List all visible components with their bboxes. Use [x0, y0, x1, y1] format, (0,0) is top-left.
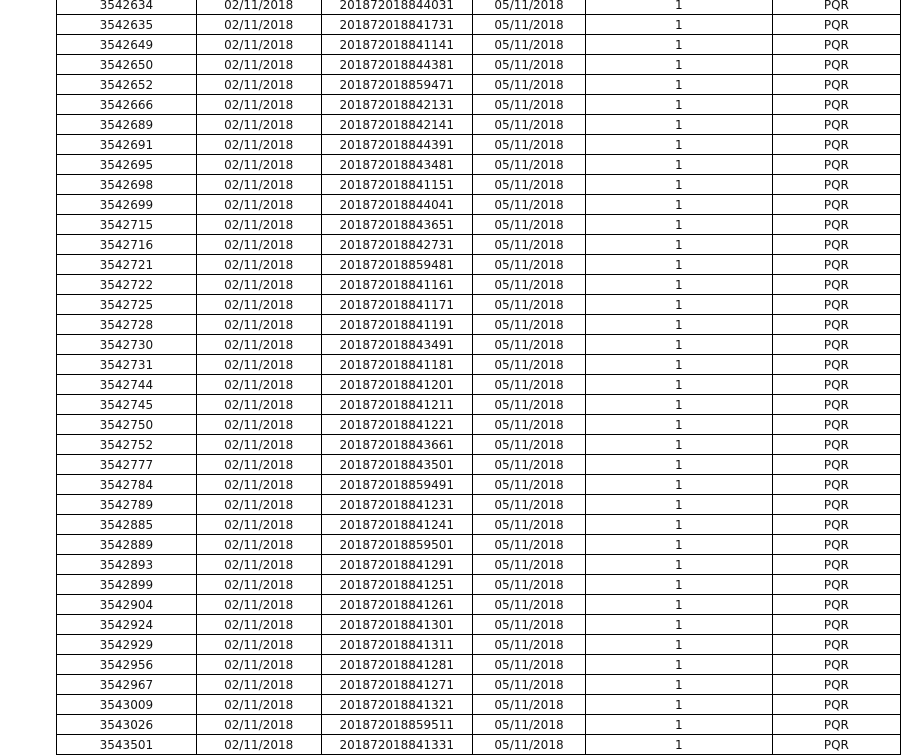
- due-date-cell: 05/11/2018: [473, 555, 586, 575]
- due-date-cell: 05/11/2018: [473, 455, 586, 475]
- record-id-cell: 3542728: [57, 315, 197, 335]
- code-cell: PQR: [772, 735, 900, 755]
- quantity-cell: 1: [585, 215, 772, 235]
- issue-date-cell: 02/11/2018: [196, 255, 321, 275]
- code-cell: PQR: [772, 355, 900, 375]
- record-id-cell: 3542699: [57, 195, 197, 215]
- due-date-cell: 05/11/2018: [473, 35, 586, 55]
- table-row: [57, 655, 901, 675]
- code-cell: PQR: [772, 535, 900, 555]
- table-row: [57, 675, 901, 695]
- due-date-cell: 05/11/2018: [473, 695, 586, 715]
- due-date-cell: 05/11/2018: [473, 735, 586, 755]
- quantity-cell: 1: [585, 15, 772, 35]
- quantity-cell: 1: [585, 75, 772, 95]
- quantity-cell: 1: [585, 0, 772, 15]
- record-id-cell: 3542652: [57, 75, 197, 95]
- record-id-cell: 3542634: [57, 0, 197, 15]
- record-id-cell: 3542715: [57, 215, 197, 235]
- code-cell: PQR: [772, 655, 900, 675]
- due-date-cell: 05/11/2018: [473, 115, 586, 135]
- table-row: [57, 595, 901, 615]
- due-date-cell: 05/11/2018: [473, 175, 586, 195]
- due-date-cell: 05/11/2018: [473, 635, 586, 655]
- code-cell: PQR: [772, 615, 900, 635]
- table-row: [57, 695, 901, 715]
- code-cell: PQR: [772, 555, 900, 575]
- code-cell: PQR: [772, 595, 900, 615]
- issue-date-cell: 02/11/2018: [196, 635, 321, 655]
- table-row: [57, 435, 901, 455]
- code-cell: PQR: [772, 295, 900, 315]
- record-id-cell: 3542691: [57, 135, 197, 155]
- issue-date-cell: 02/11/2018: [196, 515, 321, 535]
- code-cell: PQR: [772, 175, 900, 195]
- quantity-cell: 1: [585, 395, 772, 415]
- table-row: [57, 195, 901, 215]
- quantity-cell: 1: [585, 255, 772, 275]
- record-id-cell: 3542956: [57, 655, 197, 675]
- quantity-cell: 1: [585, 195, 772, 215]
- due-date-cell: 05/11/2018: [473, 295, 586, 315]
- code-cell: PQR: [772, 455, 900, 475]
- reference-number-cell: 201872018841201: [321, 375, 473, 395]
- reference-number-cell: 201872018844391: [321, 135, 473, 155]
- record-id-cell: 3542777: [57, 455, 197, 475]
- issue-date-cell: 02/11/2018: [196, 275, 321, 295]
- quantity-cell: 1: [585, 475, 772, 495]
- issue-date-cell: 02/11/2018: [196, 655, 321, 675]
- record-id-cell: 3542731: [57, 355, 197, 375]
- table-row: [57, 235, 901, 255]
- table-row: [57, 375, 901, 395]
- table-row: [57, 635, 901, 655]
- code-cell: PQR: [772, 495, 900, 515]
- reference-number-cell: 201872018841221: [321, 415, 473, 435]
- code-cell: PQR: [772, 515, 900, 535]
- record-id-cell: 3543026: [57, 715, 197, 735]
- issue-date-cell: 02/11/2018: [196, 115, 321, 135]
- quantity-cell: 1: [585, 315, 772, 335]
- table-row: [57, 295, 901, 315]
- issue-date-cell: 02/11/2018: [196, 55, 321, 75]
- quantity-cell: 1: [585, 115, 772, 135]
- reference-number-cell: 201872018844381: [321, 55, 473, 75]
- issue-date-cell: 02/11/2018: [196, 155, 321, 175]
- table-row: [57, 75, 901, 95]
- quantity-cell: 1: [585, 515, 772, 535]
- reference-number-cell: 201872018843491: [321, 335, 473, 355]
- quantity-cell: 1: [585, 295, 772, 315]
- record-id-cell: 3542695: [57, 155, 197, 175]
- record-id-cell: 3542784: [57, 475, 197, 495]
- table-row: [57, 615, 901, 635]
- reference-number-cell: 201872018841171: [321, 295, 473, 315]
- record-id-cell: 3543501: [57, 735, 197, 755]
- quantity-cell: 1: [585, 655, 772, 675]
- due-date-cell: 05/11/2018: [473, 155, 586, 175]
- issue-date-cell: 02/11/2018: [196, 15, 321, 35]
- table-row: [57, 315, 901, 335]
- table-row: [57, 255, 901, 275]
- record-id-cell: 3542752: [57, 435, 197, 455]
- table-row: [57, 575, 901, 595]
- reference-number-cell: 201872018843501: [321, 455, 473, 475]
- record-id-cell: 3542689: [57, 115, 197, 135]
- quantity-cell: 1: [585, 435, 772, 455]
- issue-date-cell: 02/11/2018: [196, 455, 321, 475]
- record-id-cell: 3542889: [57, 535, 197, 555]
- table-row: [57, 215, 901, 235]
- reference-number-cell: 201872018841141: [321, 35, 473, 55]
- due-date-cell: 05/11/2018: [473, 335, 586, 355]
- record-id-cell: 3542885: [57, 515, 197, 535]
- due-date-cell: 05/11/2018: [473, 395, 586, 415]
- reference-number-cell: 201872018841181: [321, 355, 473, 375]
- record-id-cell: 3542649: [57, 35, 197, 55]
- reference-number-cell: 201872018841731: [321, 15, 473, 35]
- record-id-cell: 3542716: [57, 235, 197, 255]
- quantity-cell: 1: [585, 535, 772, 555]
- quantity-cell: 1: [585, 235, 772, 255]
- reference-number-cell: 201872018859511: [321, 715, 473, 735]
- due-date-cell: 05/11/2018: [473, 55, 586, 75]
- record-id-cell: 3542745: [57, 395, 197, 415]
- issue-date-cell: 02/11/2018: [196, 555, 321, 575]
- quantity-cell: 1: [585, 715, 772, 735]
- record-id-cell: 3542929: [57, 635, 197, 655]
- quantity-cell: 1: [585, 615, 772, 635]
- issue-date-cell: 02/11/2018: [196, 95, 321, 115]
- issue-date-cell: 02/11/2018: [196, 75, 321, 95]
- record-id-cell: 3542899: [57, 575, 197, 595]
- quantity-cell: 1: [585, 675, 772, 695]
- issue-date-cell: 02/11/2018: [196, 715, 321, 735]
- issue-date-cell: 02/11/2018: [196, 215, 321, 235]
- due-date-cell: 05/11/2018: [473, 535, 586, 555]
- table-row: [57, 415, 901, 435]
- issue-date-cell: 02/11/2018: [196, 415, 321, 435]
- issue-date-cell: 02/11/2018: [196, 35, 321, 55]
- issue-date-cell: 02/11/2018: [196, 595, 321, 615]
- reference-number-cell: 201872018841211: [321, 395, 473, 415]
- table-row: [57, 155, 901, 175]
- code-cell: PQR: [772, 155, 900, 175]
- table-row: [57, 175, 901, 195]
- issue-date-cell: 02/11/2018: [196, 675, 321, 695]
- table-row: [57, 55, 901, 75]
- record-id-cell: 3542635: [57, 15, 197, 35]
- reference-number-cell: 201872018841291: [321, 555, 473, 575]
- code-cell: PQR: [772, 95, 900, 115]
- record-id-cell: 3542730: [57, 335, 197, 355]
- code-cell: PQR: [772, 475, 900, 495]
- quantity-cell: 1: [585, 95, 772, 115]
- quantity-cell: 1: [585, 495, 772, 515]
- due-date-cell: 05/11/2018: [473, 475, 586, 495]
- reference-number-cell: 201872018843481: [321, 155, 473, 175]
- reference-number-cell: 201872018841231: [321, 495, 473, 515]
- due-date-cell: 05/11/2018: [473, 615, 586, 635]
- code-cell: PQR: [772, 635, 900, 655]
- quantity-cell: 1: [585, 735, 772, 755]
- issue-date-cell: 02/11/2018: [196, 375, 321, 395]
- code-cell: PQR: [772, 695, 900, 715]
- record-id-cell: 3543009: [57, 695, 197, 715]
- due-date-cell: 05/11/2018: [473, 75, 586, 95]
- code-cell: PQR: [772, 235, 900, 255]
- table-row: [57, 95, 901, 115]
- due-date-cell: 05/11/2018: [473, 15, 586, 35]
- reference-number-cell: 201872018841261: [321, 595, 473, 615]
- record-id-cell: 3542722: [57, 275, 197, 295]
- due-date-cell: 05/11/2018: [473, 375, 586, 395]
- issue-date-cell: 02/11/2018: [196, 495, 321, 515]
- table-row: [57, 135, 901, 155]
- code-cell: PQR: [772, 395, 900, 415]
- reference-number-cell: 201872018841191: [321, 315, 473, 335]
- quantity-cell: 1: [585, 135, 772, 155]
- issue-date-cell: 02/11/2018: [196, 335, 321, 355]
- issue-date-cell: 02/11/2018: [196, 395, 321, 415]
- code-cell: PQR: [772, 435, 900, 455]
- quantity-cell: 1: [585, 355, 772, 375]
- quantity-cell: 1: [585, 555, 772, 575]
- record-id-cell: 3542666: [57, 95, 197, 115]
- quantity-cell: 1: [585, 575, 772, 595]
- record-id-cell: 3542924: [57, 615, 197, 635]
- code-cell: PQR: [772, 135, 900, 155]
- due-date-cell: 05/11/2018: [473, 515, 586, 535]
- table-row: [57, 735, 901, 755]
- issue-date-cell: 02/11/2018: [196, 295, 321, 315]
- due-date-cell: 05/11/2018: [473, 0, 586, 15]
- code-cell: PQR: [772, 715, 900, 735]
- code-cell: PQR: [772, 75, 900, 95]
- record-id-cell: 3542650: [57, 55, 197, 75]
- quantity-cell: 1: [585, 695, 772, 715]
- due-date-cell: 05/11/2018: [473, 215, 586, 235]
- table-row: [57, 555, 901, 575]
- code-cell: PQR: [772, 675, 900, 695]
- issue-date-cell: 02/11/2018: [196, 435, 321, 455]
- table-row: [57, 115, 901, 135]
- code-cell: PQR: [772, 375, 900, 395]
- table-row: [57, 395, 901, 415]
- due-date-cell: 05/11/2018: [473, 135, 586, 155]
- due-date-cell: 05/11/2018: [473, 435, 586, 455]
- code-cell: PQR: [772, 15, 900, 35]
- code-cell: PQR: [772, 215, 900, 235]
- record-id-cell: 3542698: [57, 175, 197, 195]
- due-date-cell: 05/11/2018: [473, 235, 586, 255]
- record-id-cell: 3542904: [57, 595, 197, 615]
- reference-number-cell: 201872018841151: [321, 175, 473, 195]
- due-date-cell: 05/11/2018: [473, 275, 586, 295]
- record-id-cell: 3542725: [57, 295, 197, 315]
- data-table: [56, 0, 901, 755]
- quantity-cell: 1: [585, 335, 772, 355]
- reference-number-cell: 201872018841251: [321, 575, 473, 595]
- quantity-cell: 1: [585, 55, 772, 75]
- reference-number-cell: 201872018841161: [321, 275, 473, 295]
- issue-date-cell: 02/11/2018: [196, 535, 321, 555]
- issue-date-cell: 02/11/2018: [196, 615, 321, 635]
- code-cell: PQR: [772, 335, 900, 355]
- table-row: [57, 0, 901, 15]
- record-id-cell: 3542744: [57, 375, 197, 395]
- table-row: [57, 475, 901, 495]
- due-date-cell: 05/11/2018: [473, 255, 586, 275]
- quantity-cell: 1: [585, 375, 772, 395]
- reference-number-cell: 201872018843661: [321, 435, 473, 455]
- due-date-cell: 05/11/2018: [473, 575, 586, 595]
- quantity-cell: 1: [585, 455, 772, 475]
- quantity-cell: 1: [585, 35, 772, 55]
- record-id-cell: 3542893: [57, 555, 197, 575]
- code-cell: PQR: [772, 35, 900, 55]
- issue-date-cell: 02/11/2018: [196, 0, 321, 15]
- reference-number-cell: 201872018841331: [321, 735, 473, 755]
- due-date-cell: 05/11/2018: [473, 355, 586, 375]
- table-body: [57, 0, 901, 755]
- code-cell: PQR: [772, 0, 900, 15]
- reference-number-cell: 201872018844041: [321, 195, 473, 215]
- reference-number-cell: 201872018841311: [321, 635, 473, 655]
- quantity-cell: 1: [585, 175, 772, 195]
- reference-number-cell: 201872018859471: [321, 75, 473, 95]
- reference-number-cell: 201872018843651: [321, 215, 473, 235]
- due-date-cell: 05/11/2018: [473, 315, 586, 335]
- due-date-cell: 05/11/2018: [473, 195, 586, 215]
- due-date-cell: 05/11/2018: [473, 95, 586, 115]
- reference-number-cell: 201872018841321: [321, 695, 473, 715]
- record-id-cell: 3542789: [57, 495, 197, 515]
- record-id-cell: 3542967: [57, 675, 197, 695]
- reference-number-cell: 201872018842141: [321, 115, 473, 135]
- issue-date-cell: 02/11/2018: [196, 695, 321, 715]
- reference-number-cell: 201872018859481: [321, 255, 473, 275]
- quantity-cell: 1: [585, 155, 772, 175]
- issue-date-cell: 02/11/2018: [196, 315, 321, 335]
- code-cell: PQR: [772, 415, 900, 435]
- due-date-cell: 05/11/2018: [473, 715, 586, 735]
- due-date-cell: 05/11/2018: [473, 415, 586, 435]
- issue-date-cell: 02/11/2018: [196, 575, 321, 595]
- due-date-cell: 05/11/2018: [473, 655, 586, 675]
- reference-number-cell: 201872018841301: [321, 615, 473, 635]
- quantity-cell: 1: [585, 275, 772, 295]
- issue-date-cell: 02/11/2018: [196, 355, 321, 375]
- code-cell: PQR: [772, 255, 900, 275]
- quantity-cell: 1: [585, 635, 772, 655]
- code-cell: PQR: [772, 315, 900, 335]
- table-row: [57, 355, 901, 375]
- issue-date-cell: 02/11/2018: [196, 235, 321, 255]
- reference-number-cell: 201872018844031: [321, 0, 473, 15]
- due-date-cell: 05/11/2018: [473, 675, 586, 695]
- table-row: [57, 15, 901, 35]
- code-cell: PQR: [772, 55, 900, 75]
- table-row: [57, 715, 901, 735]
- table-row: [57, 455, 901, 475]
- due-date-cell: 05/11/2018: [473, 595, 586, 615]
- issue-date-cell: 02/11/2018: [196, 195, 321, 215]
- quantity-cell: 1: [585, 595, 772, 615]
- reference-number-cell: 201872018841271: [321, 675, 473, 695]
- code-cell: PQR: [772, 575, 900, 595]
- issue-date-cell: 02/11/2018: [196, 135, 321, 155]
- table-row: [57, 515, 901, 535]
- code-cell: PQR: [772, 115, 900, 135]
- issue-date-cell: 02/11/2018: [196, 175, 321, 195]
- reference-number-cell: 201872018841281: [321, 655, 473, 675]
- code-cell: PQR: [772, 195, 900, 215]
- record-id-cell: 3542721: [57, 255, 197, 275]
- table-row: [57, 495, 901, 515]
- table-row: [57, 275, 901, 295]
- issue-date-cell: 02/11/2018: [196, 735, 321, 755]
- reference-number-cell: 201872018859491: [321, 475, 473, 495]
- reference-number-cell: 201872018841241: [321, 515, 473, 535]
- issue-date-cell: 02/11/2018: [196, 475, 321, 495]
- due-date-cell: 05/11/2018: [473, 495, 586, 515]
- code-cell: PQR: [772, 275, 900, 295]
- table-row: [57, 335, 901, 355]
- table-row: [57, 35, 901, 55]
- reference-number-cell: 201872018859501: [321, 535, 473, 555]
- reference-number-cell: 201872018842131: [321, 95, 473, 115]
- reference-number-cell: 201872018842731: [321, 235, 473, 255]
- quantity-cell: 1: [585, 415, 772, 435]
- table-row: [57, 535, 901, 555]
- record-id-cell: 3542750: [57, 415, 197, 435]
